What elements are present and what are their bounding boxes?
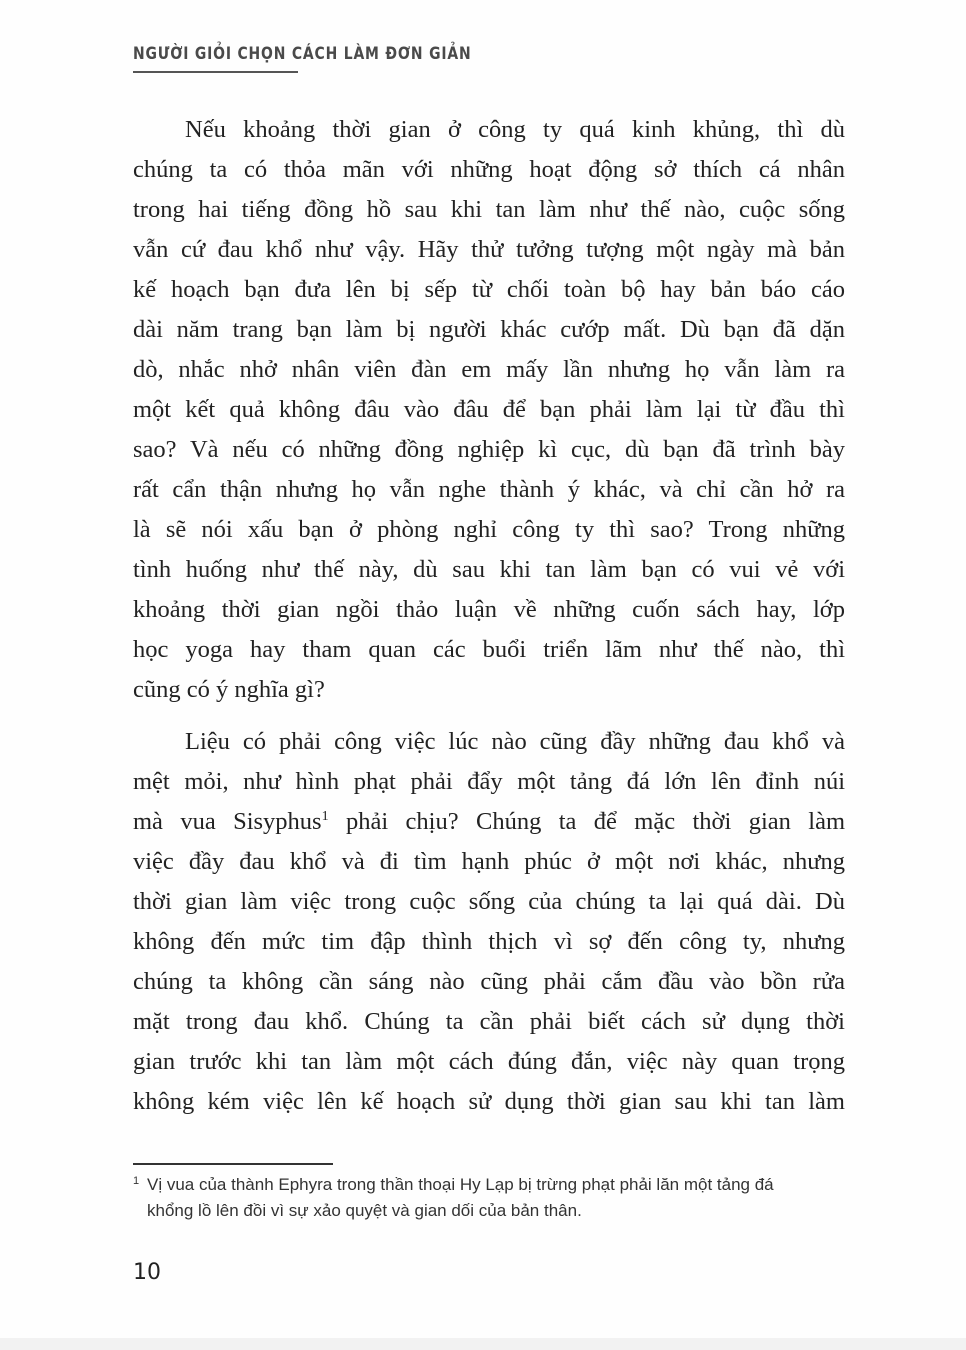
text-segment: mà vua Sisyphus [133, 808, 322, 835]
footnote-line: khổng lồ lên đồi vì sự xảo quyệt và gian dối của bản thân. [147, 1201, 582, 1220]
text-line: khoảng thời gian ngồi thảo luận về những cuốn sách hay, lớp [133, 596, 845, 623]
running-header: NGƯỜI GIỎI CHỌN CÁCH LÀM ĐƠN GIẢN [133, 44, 472, 64]
text-line: không kém việc lên kế hoạch sử dụng thời gian sau khi tan làm [133, 1088, 845, 1115]
text-line: dài năm trang bạn làm bị người khác cướp mất. Dù bạn đã dặn [133, 316, 845, 343]
text-line: không đến mức tim đập thình thịch vì sợ đến công ty, nhưng [133, 928, 845, 955]
text-line: là sẽ nói xấu bạn ở phòng nghỉ công ty thì sao? Trong những [133, 516, 845, 543]
footnote-line: Vị vua của thành Ephyra trong thần thoại Hy Lạp bị trừng phạt phải lăn một tảng đá [147, 1175, 774, 1194]
text-segment: phải chịu? Chúng ta để mặc thời gian làm [328, 808, 845, 835]
text-line: rất cẩn thận nhưng họ vẫn nghe thành ý khác, và chỉ cần hở ra [133, 476, 845, 503]
footnote [133, 1172, 853, 1224]
text-line [133, 802, 845, 842]
text-line: học yoga hay tham quan các buổi triển lãm như thế nào, thì [133, 636, 845, 663]
text-line: sao? Và nếu có những đồng nghiệp kì cục, dù bạn đã trình bày [133, 436, 845, 463]
header-rule [133, 71, 298, 73]
text-line: mệt mỏi, như hình phạt phải đẩy một tảng đá lớn lên đỉnh núi [133, 768, 845, 795]
text-line: trong hai tiếng đồng hồ sau khi tan làm như thế nào, cuộc sống [133, 196, 845, 223]
text-line: Nếu khoảng thời gian ở công ty quá kinh khủng, thì dù [185, 116, 845, 143]
text-line: tình huống như thế này, dù sau khi tan làm bạn có vui vẻ với [133, 556, 845, 583]
text-line: Liệu có phải công việc lúc nào cũng đầy những đau khổ và [185, 728, 845, 755]
text-line: chúng ta có thỏa mãn với những hoạt động sở thích cá nhân [133, 156, 845, 183]
text-line: vẫn cứ đau khổ như vậy. Hãy thử tưởng tượng một ngày mà bản [133, 236, 845, 263]
text-line: chúng ta không cần sáng nào cũng phải cắm đầu vào bồn rửa [133, 968, 845, 995]
text-line: cũng có ý nghĩa gì? [133, 676, 325, 703]
footnote-reference[interactable]: 1 [321, 808, 329, 824]
text-line: thời gian làm việc trong cuộc sống của chúng ta lại quá dài. Dù [133, 888, 845, 915]
text-line: một kết quả không đâu vào đâu để bạn phải làm lại từ đầu thì [133, 396, 845, 423]
text-line: kế hoạch bạn đưa lên bị sếp từ chối toàn bộ hay bản báo cáo [133, 276, 845, 303]
text-line: việc đầy đau khổ và đi tìm hạnh phúc ở một nơi khác, nhưng [133, 848, 845, 875]
bottom-edge [0, 1338, 966, 1350]
page-number: 10 [133, 1260, 161, 1285]
text-line: mặt trong đau khổ. Chúng ta cần phải biết cách sử dụng thời [133, 1008, 845, 1035]
text-line: dò, nhắc nhở nhân viên đàn em mấy lần nhưng họ vẫn làm ra [133, 356, 845, 383]
paragraph-1 [133, 110, 845, 710]
footnote-mark: 1 [133, 1175, 140, 1187]
paragraph-2 [133, 722, 845, 1122]
text-line: gian trước khi tan làm một cách đúng đắn, việc này quan trọng [133, 1048, 845, 1075]
footnote-rule [133, 1163, 333, 1165]
